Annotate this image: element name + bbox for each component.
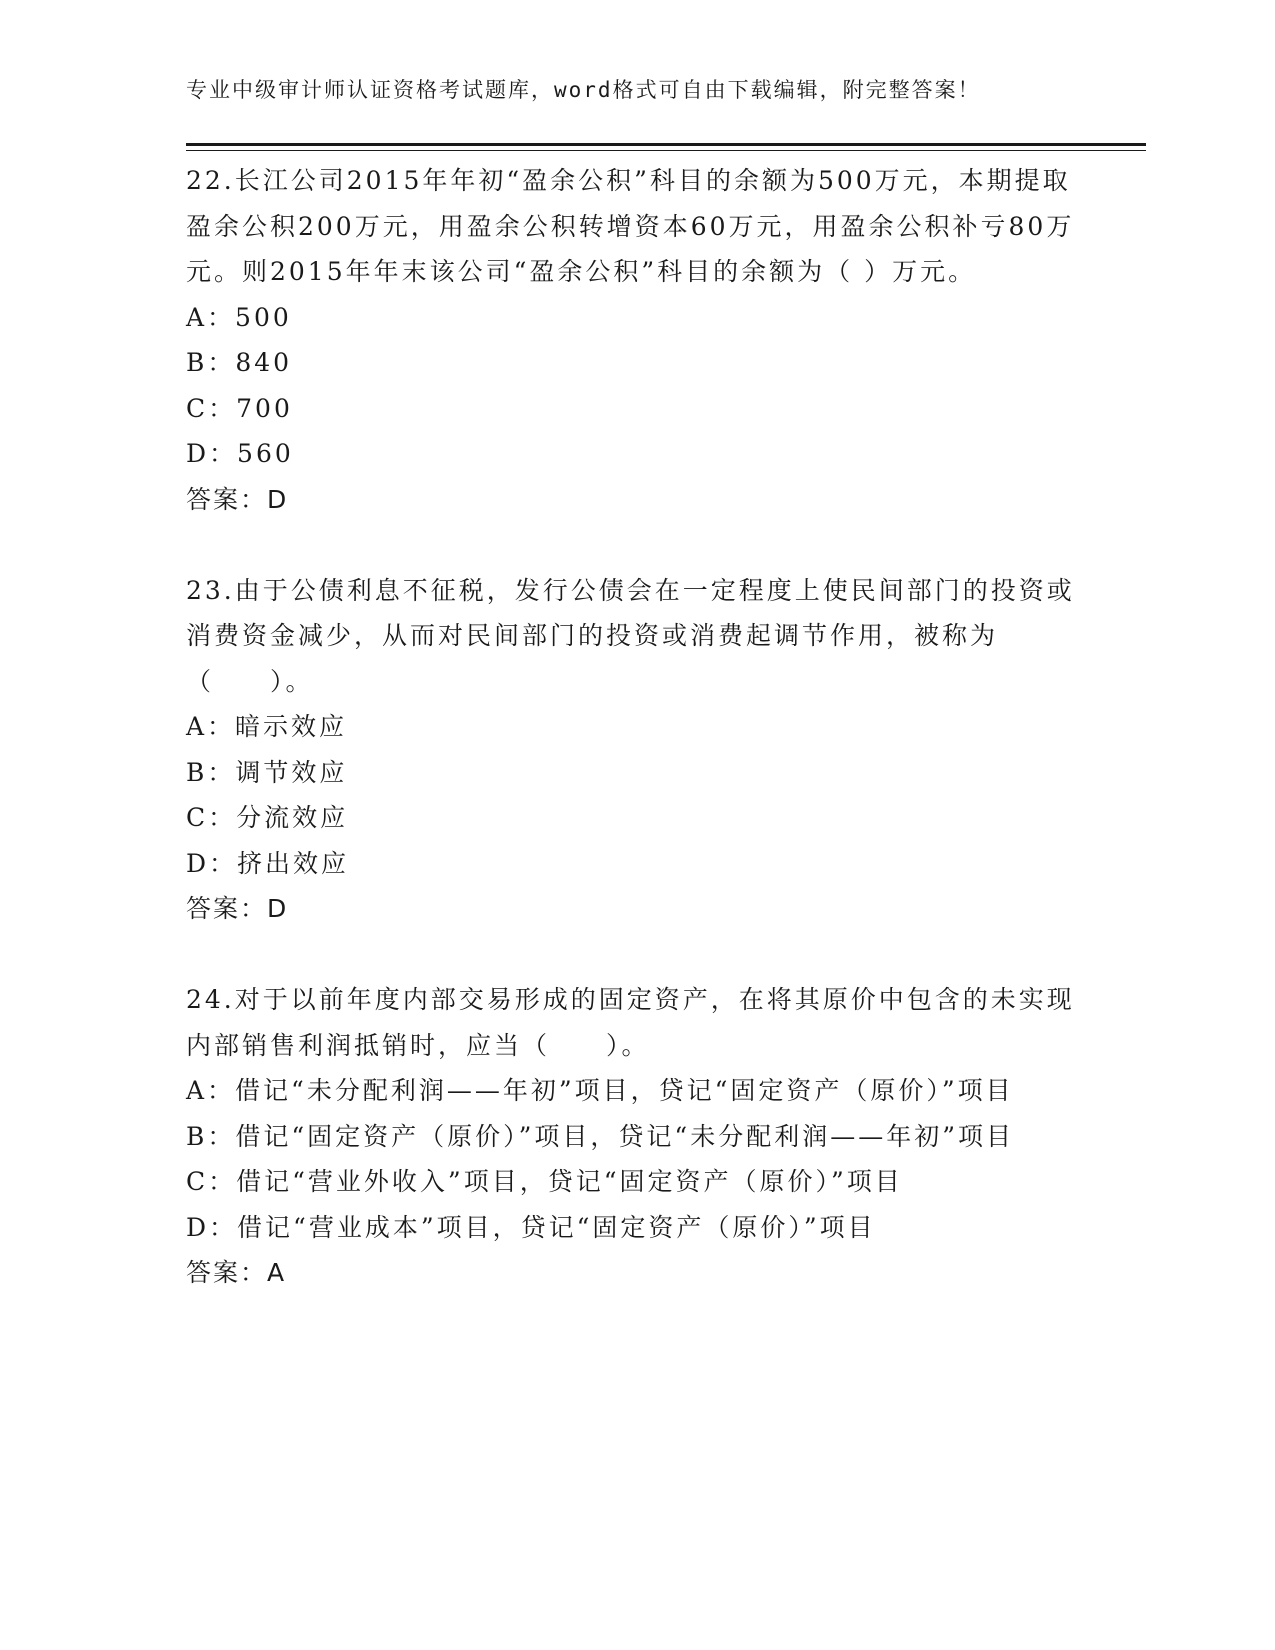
option-a: A：500 (186, 302, 292, 332)
question-24 (186, 977, 1076, 1296)
option-a: A：暗示效应 (186, 712, 348, 741)
answer: 答案：D (186, 894, 289, 923)
question-text: 23.由于公债利息不征税，发行公债会在一定程度上使民间部门的投资或消费资金减少，从而对民间部门的投资或消费起调节作用，被称为（ ）。 (186, 575, 1075, 696)
answer: 答案：A (186, 1258, 287, 1287)
header-rule-thin (186, 150, 1146, 151)
option-c: C：借记“营业外收入”项目，贷记“固定资产（原价）”项目 (186, 1167, 903, 1196)
header-rule-thick (186, 143, 1146, 146)
question-spacer (186, 932, 1076, 978)
option-b: B：840 (186, 348, 293, 377)
option-b: B：借记“固定资产（原价）”项目，贷记“未分配利润——年初”项目 (186, 1121, 1014, 1151)
question-text: 24.对于以前年度内部交易形成的固定资产，在将其原价中包含的未实现内部销售利润抵销时，应当（ ）。 (186, 985, 1075, 1060)
option-b: B：调节效应 (186, 757, 348, 787)
question-23 (186, 568, 1076, 932)
question-spacer (186, 522, 1076, 568)
page-header: 专业中级审计师认证资格考试题库，word格式可自由下载编辑，附完整答案！ (186, 78, 981, 102)
option-d: D：借记“营业成本”项目，贷记“固定资产（原价）”项目 (186, 1212, 876, 1242)
option-d: D：560 (186, 439, 294, 468)
question-text: 22.长江公司2015年年初“盈余公积”科目的余额为500万元，本期提取盈余公积200万元，用盈余公积转增资本60万元，用盈余公积补亏80万元。则2015年年末该公司“盈余公积”科目的余额为（ ）万元。 (186, 166, 1075, 286)
option-a: A：借记“未分配利润——年初”项目，贷记“固定资产（原价）”项目 (186, 1076, 1014, 1105)
question-list (186, 158, 1076, 1296)
option-c: C：700 (186, 393, 293, 423)
question-22 (186, 158, 1076, 522)
option-c: C：分流效应 (186, 803, 349, 832)
option-d: D：挤出效应 (186, 848, 350, 878)
answer: 答案：D (186, 484, 289, 514)
